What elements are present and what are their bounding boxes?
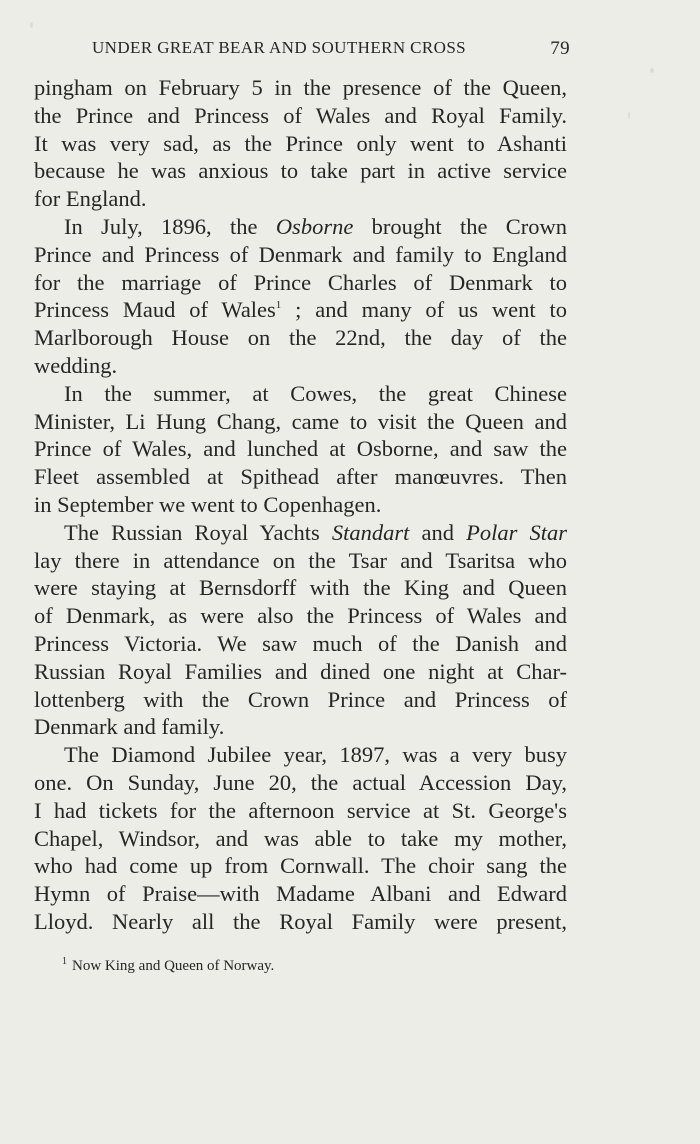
text-segment: ; and many of us went to	[281, 297, 567, 323]
text-segment: and	[409, 519, 467, 545]
text-segment: The Russian Royal Yachts	[64, 519, 332, 545]
body-text	[34, 74, 567, 936]
text-segment: brought the Crown	[353, 213, 568, 239]
running-header	[92, 38, 570, 62]
footnote-reference: 1	[275, 299, 282, 312]
text-line: Prince and Princess of Denmark and family to England	[34, 241, 567, 267]
text-line: for the marriage of Prince Charles of Denmark to	[34, 269, 567, 295]
footnote	[62, 956, 542, 976]
text-line: Minister, Li Hung Chang, came to visit the Queen and	[34, 408, 567, 434]
text-line: pingham on February 5 in the presence of the Queen,	[34, 75, 567, 100]
text-line: Hymn of Praise—with Madame Albani and Edward	[34, 881, 567, 907]
text-line: I had tickets for the afternoon service at St. George's	[34, 797, 567, 823]
text-line: one. On Sunday, June 20, the actual Accession Day,	[34, 769, 567, 795]
text-line: In the summer, at Cowes, the great Chinese	[64, 380, 567, 406]
text-line: Prince of Wales, and lunched at Osborne, and saw the	[34, 436, 567, 462]
text-line: because he was anxious to take part in active service	[34, 158, 567, 184]
text-line: Marlborough House on the 22nd, the day of the	[34, 325, 567, 351]
text-line: Russian Royal Families and dined one night at Char-	[34, 658, 567, 684]
text-line	[34, 213, 567, 241]
text-line: in September we went to Copenhagen.	[34, 491, 382, 517]
footnote-text: Now King and Queen of Norway.	[72, 958, 275, 974]
text-line: Fleet assembled at Spithead after manœuvres. Then	[34, 464, 567, 490]
text-line: Denmark and family.	[34, 714, 225, 740]
text-line	[34, 519, 567, 547]
text-segment: In July, 1896, the	[64, 213, 276, 239]
text-line: for England.	[34, 186, 147, 212]
text-line: the Prince and Princess of Wales and Royal Family.	[34, 102, 567, 128]
text-line: of Denmark, as were also the Princess of Wales and	[34, 603, 567, 629]
text-line: were staying at Bernsdorff with the King and Queen	[34, 575, 567, 601]
footnote-marker: 1	[62, 956, 67, 967]
text-line: wedding.	[34, 352, 118, 378]
text-line: Princess Victoria. We saw much of the Danish and	[34, 630, 567, 656]
paper-speck	[650, 68, 654, 73]
text-segment: Princess Maud of Wales	[34, 297, 276, 323]
paper-speck	[30, 22, 33, 28]
text-line: It was very sad, as the Prince only went to Ashanti	[34, 130, 567, 156]
text-line: Lloyd. Nearly all the Royal Family were present,	[34, 908, 567, 934]
text-line: who had come up from Cornwall. The choir sang the	[34, 853, 567, 879]
ship-name: Standart	[331, 519, 410, 545]
text-line	[34, 296, 567, 324]
page-number: 79	[550, 38, 570, 59]
ship-name: Osborne	[275, 213, 354, 239]
paper-speck	[628, 112, 630, 119]
ship-name: Polar Star	[466, 519, 567, 545]
text-line: lay there in attendance on the Tsar and Tsaritsa who	[34, 547, 567, 573]
running-title: UNDER GREAT BEAR AND SOUTHERN CROSS	[92, 38, 467, 57]
text-line: Chapel, Windsor, and was able to take my mother,	[34, 825, 567, 851]
text-line: lottenberg with the Crown Prince and Princess of	[34, 686, 567, 712]
text-line: The Diamond Jubilee year, 1897, was a very busy	[64, 742, 567, 768]
